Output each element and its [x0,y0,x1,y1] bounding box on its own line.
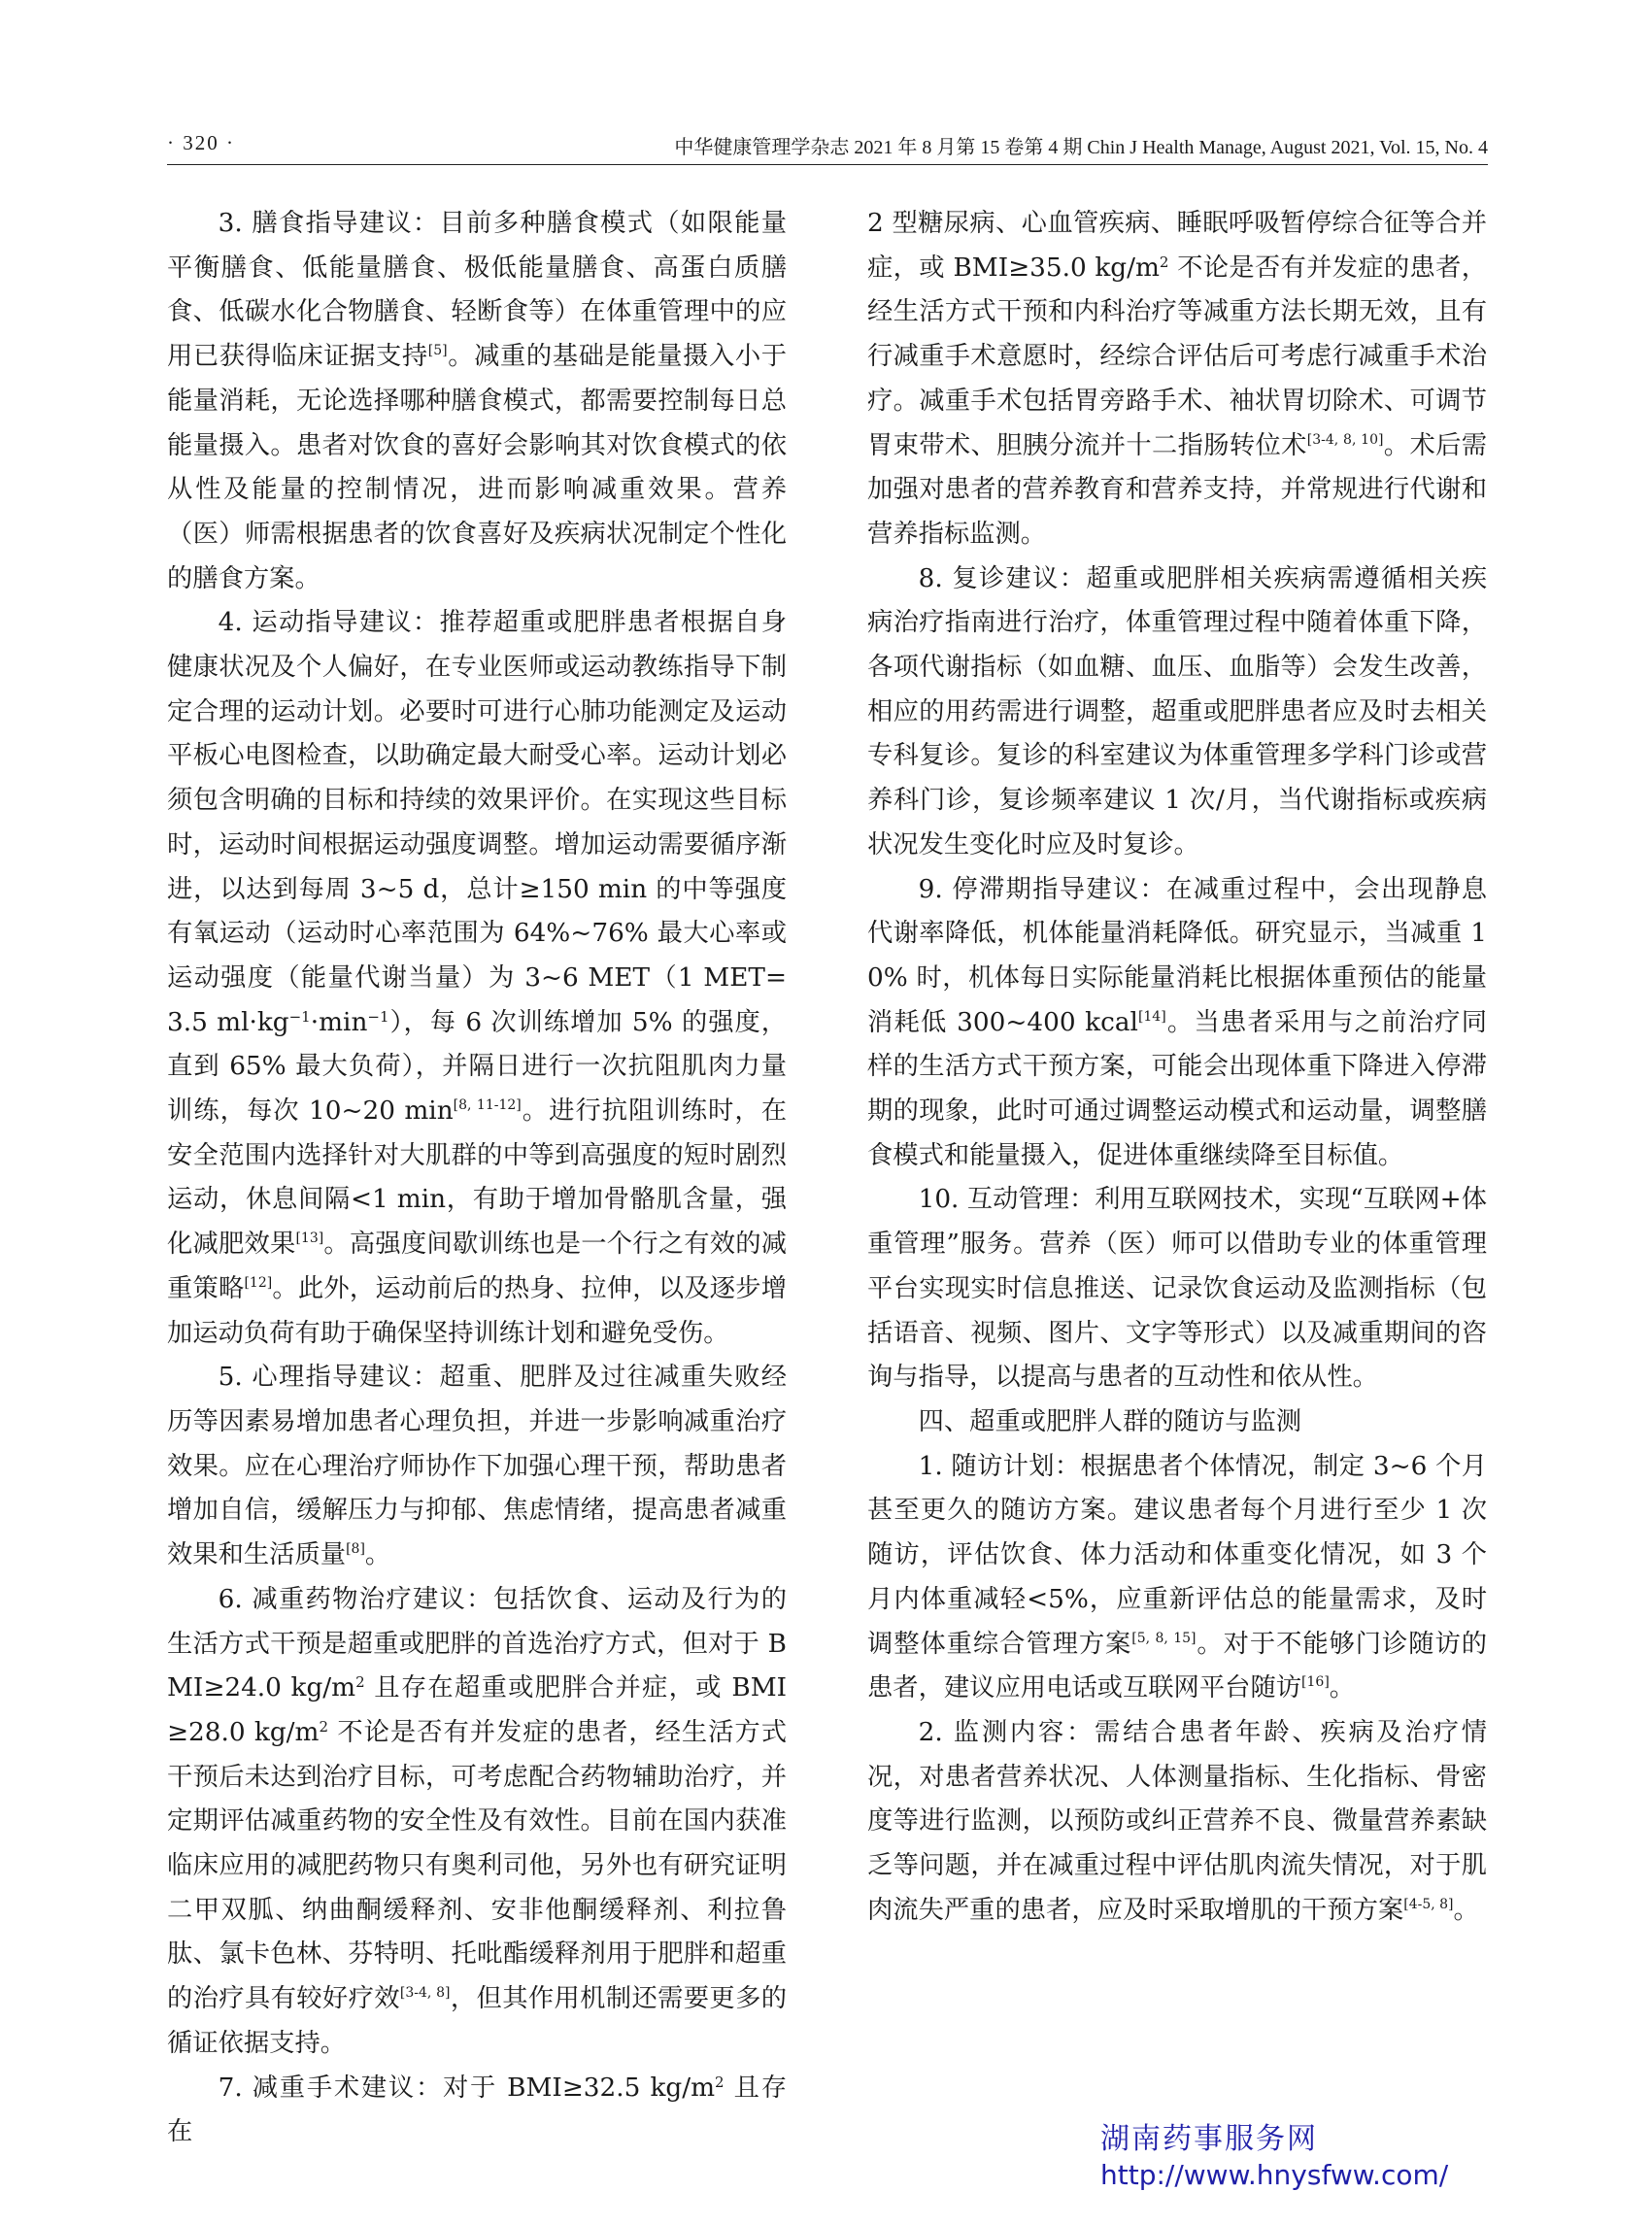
citation: [8, 11-12] [453,1097,522,1114]
watermark-url[interactable]: http://www.hnysfww.com/ [1100,2159,1449,2191]
citation: [12] [244,1274,273,1291]
citation: [5, 8, 15] [1131,1630,1197,1646]
watermark [1100,2121,1450,2193]
page-number: · 320 · [167,131,235,154]
paragraph-follow-up-plan: 1. 随访计划：根据患者个体情况，制定 3~6 个月甚至更久的随访方案。建议患者每个月进行至少 1 次随访，评估饮食、体力活动和体重变化情况，如 3 个月内体重减轻<5%，应重新评估总的能量需求，及时调整体重综合管理方案[5, 8, 15]。对于不能够门诊随访的患者，建议应用电话或互联网平台随访[16]。 [867,1451,1488,1703]
paragraph-follow-up-visit: 8. 复诊建议：超重或肥胖相关疾病需遵循相关疾病治疗指南进行治疗，体重管理过程中随着体重下降，各项代谢指标（如血糖、血压、血脂等）会发生改善，相应的用药需进行调整，超重或肥胖患者应及时去相关专科复诊。复诊的科室建议为体重管理多学科门诊或营养科门诊，复诊频率建议 1 次/月，当代谢指标或疾病状况发生变化时应及时复诊。 [867,563,1487,860]
paragraph-plateau-guidance: 9. 停滞期指导建议：在减重过程中，会出现静息代谢率降低，机体能量消耗降低。研究显示，当减重 10% 时，机体每日实际能量消耗比根据体重预估的能量消耗低 300~400 kcal[14]。当患者采用与之前治疗同样的生活方式干预方案，可能会出现体重下降进入停滞期的现象，此时可通过调整运动模式和运动量，调整膳食模式和能量摄入，促进体重继续降至目标值。 [867,874,1488,1170]
citation: [4-5, 8] [1403,1896,1454,1912]
running-header [167,129,1488,165]
paragraph-surgery-start: 7. 减重手术建议：对于 BMI≥32.5 $kg/m^2$ 且存在 [167,2073,787,2147]
paragraph-interactive-management: 10. 互动管理：利用互联网技术，实现“互联网+体重管理”服务。营养（医）师可以借助专业的体重管理平台实现实时信息推送、记录饮食运动及监测指标（包括语音、视频、图片、文字等形式）以及减重期间的咨询与指导，以提高与患者的互动性和依从性。 [867,1185,1487,1393]
journal-info: 中华健康管理学杂志 2021 年 8 月第 15 卷第 4 期 Chin J Health Manage, August 2021, Vol. 15, No. 4 [674,137,1488,158]
section-heading: 四、超重或肥胖人群的随访与监测 [918,1406,1302,1436]
paragraph-diet-guidance: 3. 膳食指导建议：目前多种膳食模式（如限能量平衡膳食、低能量膳食、极低能量膳食、高蛋白质膳食、低碳水化合物膳食、轻断食等）在体重管理中的应用已获得临床证据支持[5]。减重的基础是能量摄入小于能量消耗，无论选择哪种膳食模式，都需要控制每日总能量摄入。患者对饮食的喜好会影响其对饮食模式的依从性及能量的控制情况，进而影响减重效果。营养（医）师需根据患者的饮食喜好及疾病状况制定个性化的膳食方案。 [167,209,788,593]
citation: [16] [1301,1674,1330,1691]
watermark-title: 湖南药事服务网 [1100,2122,1318,2156]
citation: [5] [427,343,448,359]
paragraph-surgery-continued: 2 型糖尿病、心血管疾病、睡眠呼吸暂停综合征等合并症，或 BMI≥35.0 $kg/m^2$ 不论是否有并发症的患者，经生活方式干预和内科治疗等减重方法长期无效，且有行减重手术意愿时，经综合评估后可考虑行减重手术治疗。减重手术包括胃旁路手术、袖状胃切除术、可调节胃束带术、胆胰分流并十二指肠转位术[3-4, 8, 10]。术后需加强对患者的营养教育和营养支持，并常规进行代谢和营养指标监测。 [867,209,1488,549]
paragraph-exercise-guidance: 4. 运动指导建议：推荐超重或肥胖患者根据自身健康状况及个人偏好，在专业医师或运动教练指导下制定合理的运动计划。必要时可进行心肺功能测定及运动平板心电图检查，以助确定最大耐受心率。运动计划必须包含明确的目标和持续的效果评价。在实现这些目标时，运动时间根据运动强度调整。增加运动需要循序渐进，以达到每周 3~5 d，总计≥150 min 的中等强度有氧运动（运动时心率范围为 64%~76% 最大心率或运动强度（能量代谢当量）为 3~6 MET（1 MET=3.5 $ml\cdot kg^{-1}\cdot\min^{-1}$），每 6 次训练增加 5% 的强度，直到 65% 最大负荷），并隔日进行一次抗阻肌肉力量训练，每次 10~20 min[8, 11-12]。进行抗阻训练时，在安全范围内选择针对大肌群的中等到高强度的短时剧烈运动，休息间隔<1 min，有助于增加骨骼肌含量，强化减肥效果[13]。高强度间歇训练也是一个行之有效的减重策略[12]。此外，运动前后的热身、拉伸，以及逐步增加运动负荷有助于确保坚持训练计划和避免受伤。 [167,608,788,1348]
citation: [3-4, 8, 10] [1306,431,1384,448]
left-column [167,202,787,2155]
paragraph-drug-therapy: 6. 减重药物治疗建议：包括饮食、运动及行为的生活方式干预是超重或肥胖的首选治疗方式，但对于 BMI≥24.0 $kg/m^2$ 且存在超重或肥胖合并症，或 BMI≥28.0 $kg/m^2$ 不论是否有并发症的患者，经生活方式干预后未达到治疗目标，可考虑配合药物辅助治疗，并定期评估减重药物的安全性及有效性。目前在国内获准临床应用的减肥药物只有奥利司他，另外也有研究证明二甲双胍、纳曲酮缓释剂、安非他酮缓释剂、利拉鲁肽、氯卡色林、芬特明、托吡酯缓释剂用于肥胖和超重的治疗具有较好疗效[3-4, 8]，但其作用机制还需要更多的循证依据支持。 [167,1584,788,2058]
citation: [8] [346,1541,365,1558]
right-column [867,202,1487,1933]
citation: [13] [295,1230,324,1247]
citation: [14] [1137,1008,1166,1025]
paragraph-monitoring-content: 2. 监测内容：需结合患者年龄、疾病及治疗情况，对患者营养状况、人体测量指标、生化指标、骨密度等进行监测，以预防或纠正营养不良、微量营养素缺乏等问题，并在减重过程中评估肌肉流失情况，对于肌肉流失严重的患者，应及时采取增肌的干预方案[4-5, 8]。 [867,1717,1487,1925]
citation: [3-4, 8] [399,1985,451,2002]
paragraph-psychological-guidance: 5. 心理指导建议：超重、肥胖及过往减重失败经历等因素易增加患者心理负担，并进一步影响减重治疗效果。应在心理治疗师协作下加强心理干预，帮助患者增加自信，缓解压力与抑郁、焦虑情绪，提高患者减重效果和生活质量[8]。 [167,1363,787,1570]
